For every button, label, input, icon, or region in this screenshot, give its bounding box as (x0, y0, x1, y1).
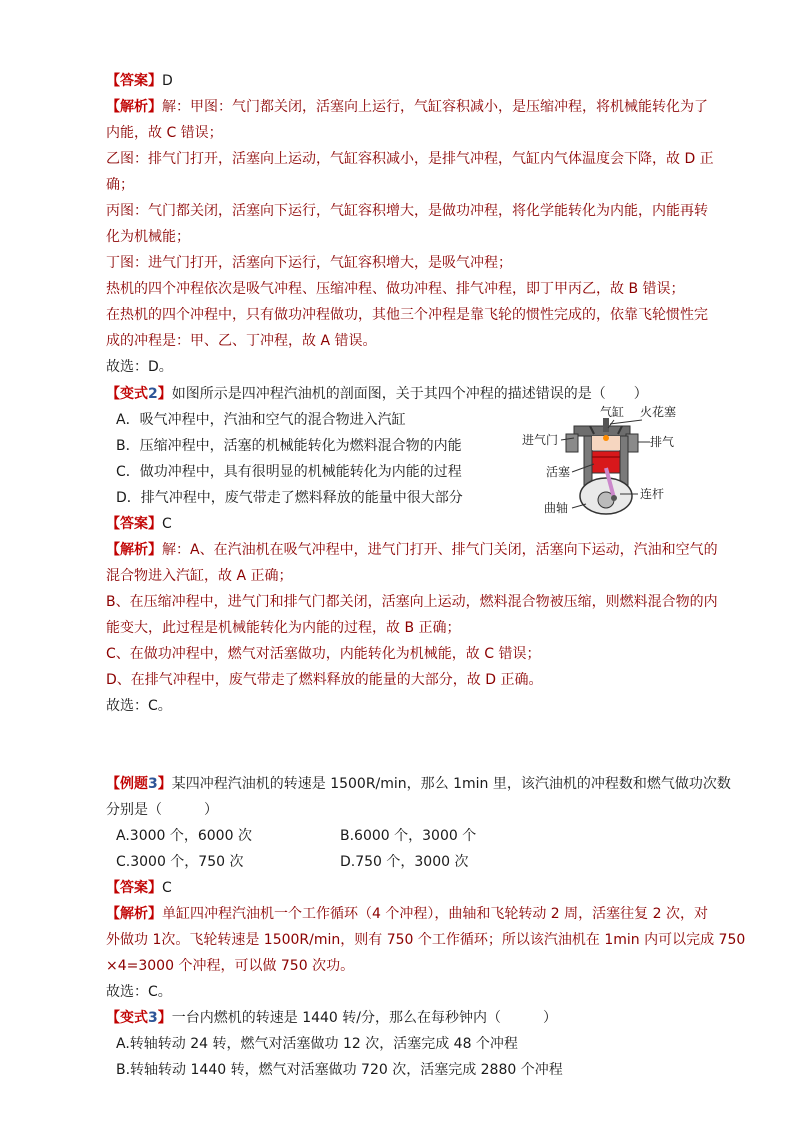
analysis-text: 丙图：气门都关闭，活塞向下运行，气缸容积增大，是做功冲程，将化学能转化为内能，内能再转 (106, 203, 708, 219)
answer-value: D (162, 73, 173, 89)
analysis-text: ×4=3000 个冲程，可以做 750 次功。 (106, 958, 355, 974)
answer-line (106, 514, 172, 534)
analysis-text: 解：甲图：气门都关闭，活塞向上运行，气缸容积减小，是压缩冲程，将机械能转化为了 (162, 99, 708, 115)
label-spark-plug: 火花塞 (640, 405, 677, 419)
choice-line: 故选：C。 (106, 984, 172, 1000)
analysis-text: 解：A、在汽油机在吸气冲程中，进气门打开、排气门关闭，活塞向下运动，汽油和空气的 (162, 542, 718, 558)
question-line (106, 384, 648, 404)
label-cylinder: 气缸 (600, 405, 625, 419)
analysis-line (106, 540, 718, 560)
answer-value: C (162, 516, 172, 532)
answer-tag: 【答案】 (106, 880, 162, 896)
option-c: C．做功冲程中，具有很明显的机械能转化为内能的过程 (116, 464, 462, 480)
analysis-tag: 【解析】 (106, 906, 162, 922)
option-a: A．吸气冲程中，汽油和空气的混合物进入汽缸 (116, 412, 406, 428)
analysis-tag: 【解析】 (106, 542, 162, 558)
analysis-text: 丁图：进气门打开，活塞向下运行，气缸容积增大，是吸气冲程； (106, 255, 512, 271)
label-rod: 连杆 (640, 487, 665, 501)
analysis-text: 单缸四冲程汽油机一个工作循环（4 个冲程），曲轴和飞轮转动 2 周，活塞往复 2 次，对 (162, 906, 708, 922)
label-exhaust: 排气 (650, 435, 675, 449)
analysis-text: 确； (106, 177, 134, 193)
question-text: 一台内燃机的转速是 1440 转/分，那么在每秒钟内（ ） (171, 1010, 557, 1026)
analysis-line (106, 904, 708, 924)
option-b: B．压缩冲程中，活塞的机械能转化为燃料混合物的内能 (116, 438, 462, 454)
option-a: A.3000 个，6000 次 (116, 828, 252, 844)
analysis-text: D、在排气冲程中，废气带走了燃料释放的能量的大部分，故 D 正确。 (106, 672, 543, 688)
analysis-text: 内能，故 C 错误； (106, 125, 223, 141)
analysis-text: 化为机械能； (106, 229, 190, 245)
question-text: 分别是（ ） (106, 802, 218, 818)
analysis-line (106, 97, 708, 117)
analysis-text: 能变大，此过程是机械能转化为内能的过程，故 B 正确； (106, 620, 461, 636)
answer-line (106, 878, 172, 898)
analysis-text: B、在压缩冲程中，进气门和排气门都关闭，活塞向上运动，燃料混合物被压缩，则燃料混合物的内 (106, 594, 718, 610)
option-c: C.3000 个，750 次 (116, 854, 244, 870)
example-tag: 【例题3】 (106, 776, 172, 792)
answer-line (106, 71, 173, 91)
choice-line: 故选：D。 (106, 359, 173, 375)
question-text: 某四冲程汽油机的转速是 1500R/min，那么 1min 里，该汽油机的冲程数和燃气做功次数 (171, 776, 731, 792)
question-text: 如图所示是四冲程汽油机的剖面图，关于其四个冲程的描述错误的是（ ） (171, 386, 648, 402)
choice-line: 故选：C。 (106, 698, 172, 714)
option-d: D．排气冲程中，废气带走了燃料释放的能量中很大部分 (116, 490, 463, 506)
analysis-tag: 【解析】 (106, 99, 162, 115)
engine-diagram (514, 404, 694, 516)
label-piston: 活塞 (546, 465, 571, 479)
answer-value: C (162, 880, 172, 896)
question-line (106, 774, 731, 794)
label-crank: 曲轴 (544, 501, 569, 515)
label-intake: 进气门 (522, 433, 559, 447)
answer-tag: 【答案】 (106, 516, 162, 532)
analysis-text: 热机的四个冲程依次是吸气冲程、压缩冲程、做功冲程、排气冲程，即丁甲丙乙，故 B 错误； (106, 281, 685, 297)
option-a: A.转轴转动 24 转，燃气对活塞做功 12 次，活塞完成 48 个冲程 (116, 1036, 518, 1052)
analysis-text: 在热机的四个冲程中，只有做功冲程做功，其他三个冲程是靠飞轮的惯性完成的，依靠飞轮惯性完 (106, 307, 708, 323)
analysis-text: 乙图：排气门打开，活塞向上运动，气缸容积减小，是排气冲程，气缸内气体温度会下降，故 D 正 (106, 151, 714, 167)
analysis-text: 成的冲程是：甲、乙、丁冲程，故 A 错误。 (106, 333, 377, 349)
answer-tag: 【答案】 (106, 73, 162, 89)
option-d: D.750 个，3000 次 (340, 854, 469, 870)
analysis-text: C、在做功冲程中，燃气对活塞做功，内能转化为机械能，故 C 错误； (106, 646, 541, 662)
question-line (106, 1008, 557, 1028)
option-b: B.6000 个，3000 个 (340, 828, 477, 844)
analysis-text: 混合物进入汽缸，故 A 正确； (106, 568, 293, 584)
analysis-text: 外做功 1次。飞轮转速是 1500R/min，则有 750 个工作循环；所以该汽油机在 1min 内可以完成 750 (106, 932, 746, 948)
variant-tag: 【变式3】 (106, 1010, 172, 1026)
option-b: B.转轴转动 1440 转，燃气对活塞做功 720 次，活塞完成 2880 个冲程 (116, 1062, 563, 1078)
variant-tag: 【变式2】 (106, 386, 172, 402)
